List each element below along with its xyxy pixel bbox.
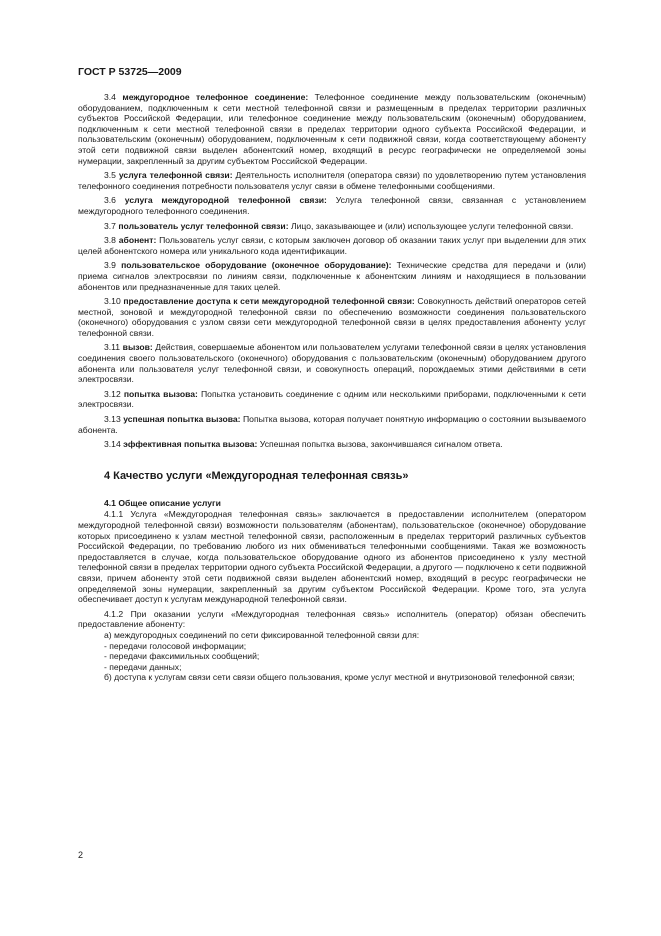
- definition-number: 3.12: [104, 388, 121, 399]
- definitions-list: [78, 92, 586, 450]
- definition-3-7: [78, 221, 586, 232]
- definition-number: 3.14: [104, 439, 121, 450]
- definition-3-8: [78, 235, 586, 256]
- definition-number: 3.4: [104, 92, 116, 102]
- definition-text: Телефонное соединение между пользовательским (оконечным) оборудованием, подключенным к сети местной телефонной связи и размещенным в пределах территории различных субъектов Российской Федерации, или телефонное соединение между пользовательским (оконечным) оборудованием, подключенным к сети местной телефонной связи в пределах территории одного субъекта Российской Федерации, и пользовательским (оконечным) оборудованием, подключенным к сети подвижной связи, когда соответствующему абоненту этой сети подвижной связи выделен абонентский номер, входящий в ресурс географически не определяемой зоны нумерации, закрепленный за другим субъектом Российской Федерации.: [78, 92, 587, 166]
- definition-3-11: [78, 342, 586, 384]
- definition-number: 3.7: [104, 220, 116, 231]
- page-number: 2: [78, 850, 84, 860]
- definition-text: Услуга телефонной связи, связанная с установлением междугородного телефонного соединения.: [78, 195, 586, 216]
- definition-text: Успешная попытка вызова, закончившаяся сигналом ответа.: [257, 439, 503, 450]
- definition-3-6: [78, 195, 586, 216]
- definition-text: Попытка установить соединение с одним или несколькими приборами, подключенными к сети электросвязи.: [78, 388, 587, 410]
- list-item: - передачи факсимильных сообщений;: [104, 651, 260, 662]
- definition-text: Попытка вызова, которая получает понятную информацию о состоянии вызываемого абонента.: [78, 414, 586, 435]
- definition-number: 3.11: [104, 342, 121, 353]
- definition-number: 3.10: [104, 296, 121, 307]
- definition-number: 3.8: [104, 235, 116, 246]
- definition-number: 3.6: [104, 195, 116, 206]
- definition-number: 3.5: [104, 170, 116, 181]
- list-item: - передачи данных;: [104, 661, 182, 672]
- definition-term: предоставление доступа к сети междугородной телефонной связи:: [123, 296, 415, 307]
- definition-text: Действия, совершаемые абонентом или пользователем услугами телефонной связи в целях установления соединения своего пользовательского (оконечного) оборудования с пользовательским (оконечным) оборудованием другого абонента или пользователя услуг телефонной связи, и совокупность операций, порождаемых этими действиями в сети электросвязи.: [78, 342, 586, 385]
- document-code-header: ГОСТ Р 53725—2009: [78, 66, 182, 78]
- definition-text: Деятельность исполнителя (оператора связи) по удовлетворению путем установления телефонного соединения потребности пользователя услуг связи в обмене телефонными сообщениями.: [78, 170, 586, 191]
- definition-3-9: [78, 260, 586, 292]
- definition-term: абонент:: [118, 235, 157, 246]
- subsection-heading: 4.1 Общее описание услуги: [104, 497, 221, 508]
- definition-3-4: [78, 92, 586, 166]
- definition-text: Совокупность действий операторов сетей местной, зоновой и междугородной телефонной связи по обеспечению возможности соединения пользовательского (оконечного) оборудования с узлом связи сети междугородной телефонной связи в целях предоставления абоненту услуг телефонной связи.: [78, 296, 587, 338]
- definition-3-14: [78, 439, 586, 450]
- section-heading: 4 Качество услуги «Междугородная телефонная связь»: [104, 469, 409, 482]
- definition-3-5: [78, 170, 586, 191]
- definition-term: попытка вызова:: [123, 388, 198, 399]
- definition-3-10: [78, 296, 586, 338]
- definition-number: 3.13: [104, 414, 121, 425]
- definition-3-12: [78, 389, 586, 410]
- definition-term: междугородное телефонное соединение:: [122, 92, 309, 102]
- definition-term: вызов:: [122, 342, 153, 353]
- list-item: а) междугородных соединений по сети фиксированной телефонной связи для:: [104, 629, 420, 640]
- document-body: [78, 92, 586, 687]
- definition-text: Технические средства для передачи и (или) приема сигналов электросвязи по линиям связи, подключенные к абонентским линиям и находящиеся в пользовании абонентов или предназначенные для таких целей.: [78, 260, 587, 292]
- definition-term: успешная попытка вызова:: [123, 414, 241, 425]
- list-item: б) доступа к услугам связи сети связи общего пользования, кроме услуг местной и внутризоновой телефонной связи;: [104, 672, 575, 683]
- definition-text: Лицо, заказывающее и (или) использующее услуги телефонной связи.: [288, 220, 574, 231]
- definition-term: услуга междугородной телефонной связи:: [124, 195, 327, 206]
- definition-3-13: [78, 414, 586, 435]
- definition-term: услуга телефонной связи:: [118, 170, 233, 181]
- definition-number: 3.9: [104, 260, 116, 271]
- definition-term: пользовательское оборудование (оконечное оборудование):: [121, 260, 392, 271]
- definition-text: Пользователь услуг связи, с которым заключен договор об оказании таких услуг при выделении для этих целей абонентского номера или уникального кода идентификации.: [78, 235, 586, 256]
- list-item: - передачи голосовой информации;: [104, 640, 247, 651]
- paragraph-4-1-2: 4.1.2 При оказании услуги «Междугородная телефонная связь» исполнитель (оператор) обязан обеспечить предоставление абоненту:: [78, 608, 586, 630]
- paragraph-4-1-1: 4.1.1 Услуга «Междугородная телефонная связь» заключается в предоставлении исполнителем (оператором междугородной телефонной связи) возможности пользователям (абонентам), пользовательское (оконечное) оборудование которых присоединено к узлам местной телефонной связи, расположенным в пределах территорий различных субъектов Российской Федерации, по требованию любого из них обмениваться телефонными сообщениями. Такая же возможность предоставляется в случае, когда пользовательское оборудование одного из абонентов присоединено к узлу местной телефонной связи в пределах территории одного субъекта Российской Федерации, а другого — подключено к сети подвижной связи, причем абоненту этой сети подвижной связи выделен абонентский номер, входящий в ресурс географически не определяемой зоны нумерации, закрепленный за другим субъектом Российской Федерации. Кроме того, эта услуга обеспечивает доступ к услугам международной телефонной связи.: [78, 509, 586, 605]
- definition-term: пользователь услуг телефонной связи:: [118, 220, 289, 231]
- definition-term: эффективная попытка вызова:: [123, 439, 258, 450]
